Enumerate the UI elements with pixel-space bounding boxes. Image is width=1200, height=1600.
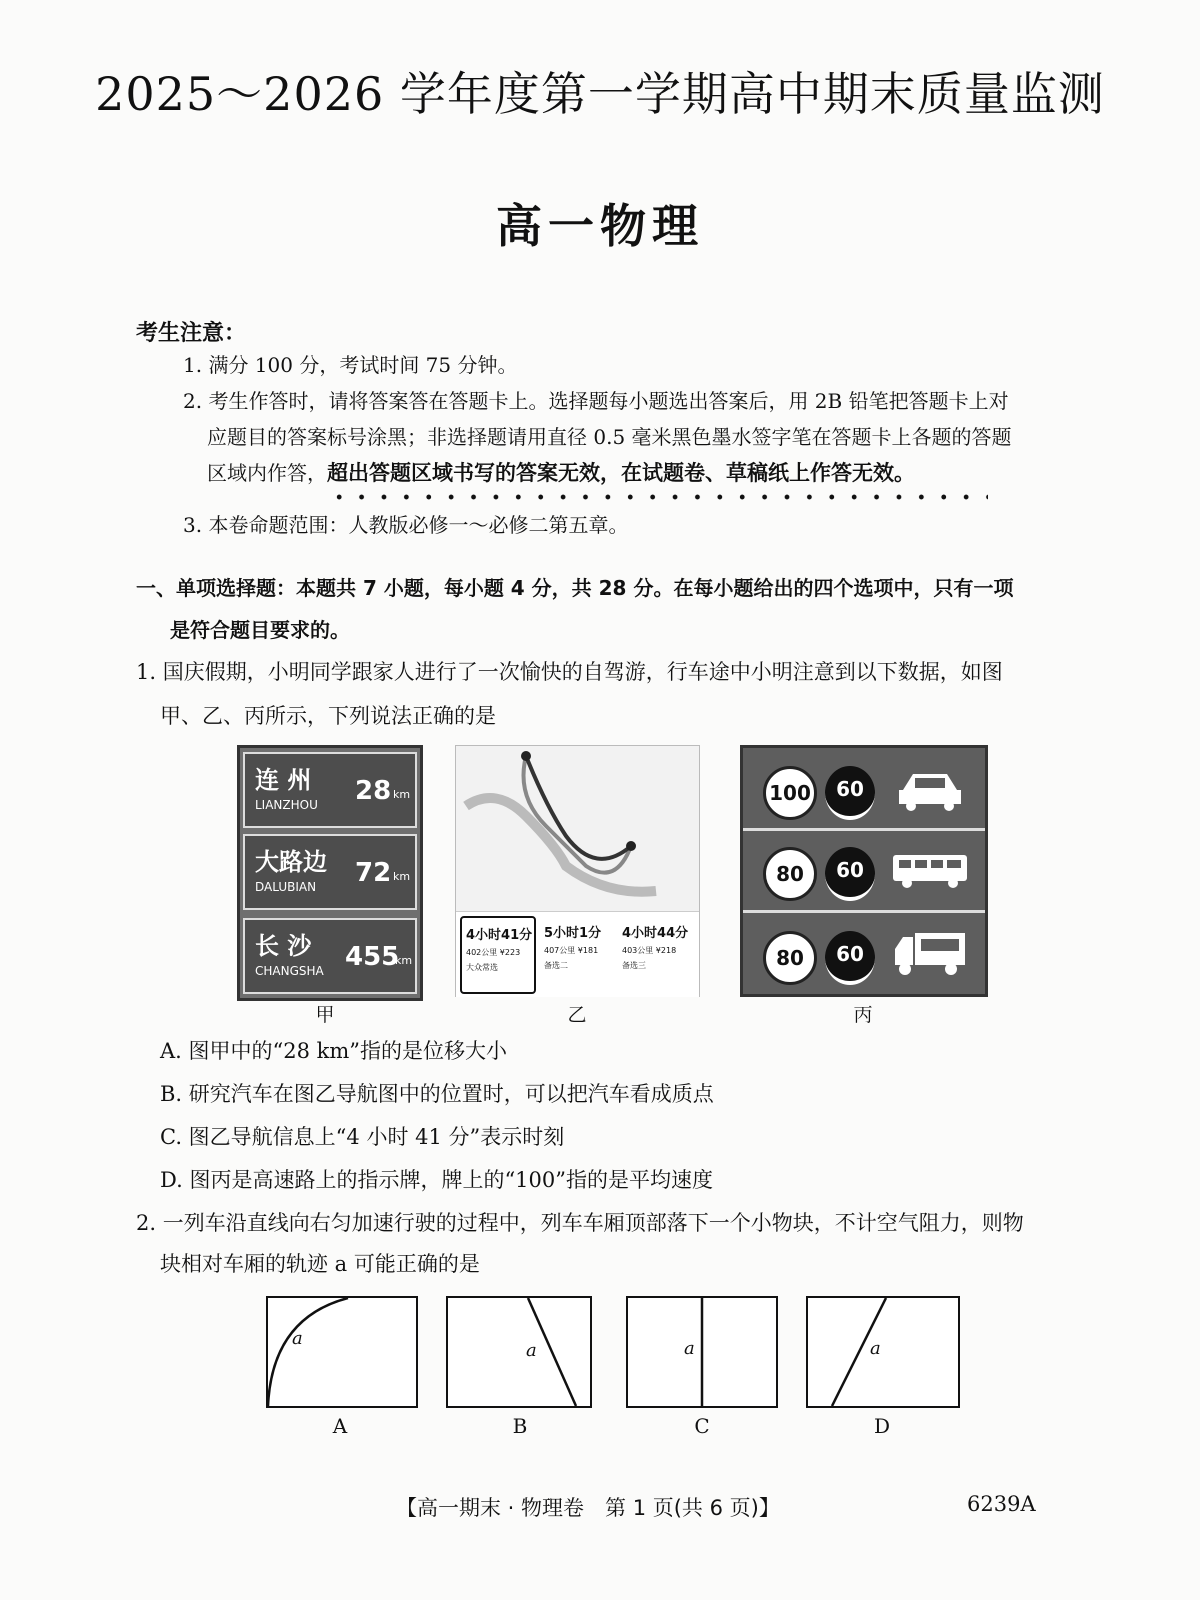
sign-unit: km (393, 870, 411, 883)
sign-unit: km (393, 788, 411, 801)
min-speed-badge: 60 (825, 847, 875, 901)
notice-emphasis-text: 超出答题区域书写的答案无效，在试题卷、草稿纸上作答无效。 (327, 461, 915, 485)
speed-row-car (743, 748, 985, 828)
notice-heading: 考生注意： (136, 321, 247, 346)
q2-stem-line-2: 块相对车厢的轨迹 a 可能正确的是 (160, 1252, 480, 1276)
q1-stem-line-2: 甲、乙、丙所示，下列说法正确的是 (160, 704, 496, 728)
max-speed-badge: 80 (763, 931, 817, 985)
trajectory-line-c (628, 1298, 776, 1406)
subject-title: 高一物理 (496, 199, 704, 253)
max-speed-badge: 100 (763, 766, 817, 820)
car-icon (895, 768, 965, 812)
road-sign-dalubian (243, 834, 417, 910)
figure-bing-caption: 丙 (853, 1004, 873, 1026)
min-speed-badge: 60 (825, 766, 875, 820)
curve-label: a (526, 1340, 537, 1361)
emphasis-dots (328, 493, 988, 501)
sign-distance: 28 (355, 776, 392, 806)
q2-choice-b: B (512, 1414, 528, 1438)
route-options (456, 911, 699, 997)
map-route-icon (456, 746, 699, 906)
q1-option-c: C. 图乙导航信息上“4 小时 41 分”表示时刻 (160, 1125, 565, 1149)
min-speed-badge: 60 (825, 931, 875, 985)
curve-label: a (870, 1338, 881, 1359)
max-speed-badge: 80 (763, 847, 817, 901)
bus-icon (891, 851, 969, 891)
speed-row-bus (743, 831, 985, 910)
road-sign-lianzhou (243, 752, 417, 828)
route-info: 402公里 ¥223 (466, 948, 521, 957)
figure-jia-caption: 甲 (315, 1004, 335, 1026)
q1-option-b: B. 研究汽车在图乙导航图中的位置时，可以把汽车看成质点 (160, 1082, 714, 1106)
trajectory-line-d (808, 1298, 958, 1406)
sign-city-name: 连 州 (255, 766, 312, 794)
notice-item-2-line-3 (207, 458, 915, 488)
notice-item-1: 1. 满分 100 分，考试时间 75 分钟。 (183, 353, 518, 377)
truck-icon (891, 931, 969, 979)
q1-stem-line-1: 1. 国庆假期，小明同学跟家人进行了一次愉快的自驾游，行车途中小明注意到以下数据，如图 (136, 660, 1003, 684)
route-option-3[interactable] (618, 916, 696, 990)
route-tag: 备选二 (544, 961, 568, 970)
section-heading-line-2: 是符合题目要求的。 (170, 618, 350, 642)
q2-choice-d: D (873, 1414, 891, 1438)
sign-unit: km (395, 954, 413, 967)
trajectory-curve-a (268, 1298, 416, 1406)
sign-city-pinyin: CHANGSHA (255, 964, 324, 978)
route-tag: 大众常选 (466, 963, 498, 972)
paper-code: 6239A (967, 1492, 1036, 1516)
q1-option-d: D. 图丙是高速路上的指示牌，牌上的“100”指的是平均速度 (160, 1168, 713, 1192)
notice-item-3: 3. 本卷命题范围：人教版必修一～必修二第五章。 (183, 513, 629, 537)
curve-label: a (292, 1328, 303, 1349)
exam-title: 2025～2026 学年度第一学期高中期末质量监测 (95, 67, 1105, 121)
road-sign-changsha (243, 918, 417, 994)
figure-yi-navigation-map (455, 745, 700, 997)
q2-stem-line-1: 2. 一列车沿直线向右匀加速行驶的过程中，列车车厢顶部落下一个小物块，不计空气阻力，则物 (136, 1211, 1024, 1235)
sign-distance: 72 (355, 858, 392, 888)
sign-city-name: 长 沙 (255, 932, 312, 960)
figure-yi-caption: 乙 (567, 1004, 587, 1026)
speed-row-truck (743, 913, 985, 994)
route-option-2[interactable] (540, 916, 612, 990)
route-time: 4小时41分 (466, 928, 533, 943)
notice-plain-text: 区域内作答， (207, 461, 327, 485)
route-info: 403公里 ¥218 (622, 946, 677, 955)
route-time: 4小时44分 (622, 926, 689, 941)
sign-city-pinyin: LIANZHOU (255, 798, 318, 812)
route-option-1[interactable] (460, 916, 536, 994)
q2-diagram-a (266, 1296, 418, 1408)
route-time: 5小时1分 (544, 926, 602, 941)
q2-diagram-c (626, 1296, 778, 1408)
sign-city-name: 大路边 (255, 848, 327, 876)
q2-choice-a: A (332, 1414, 348, 1438)
notice-item-2-line-1: 2. 考生作答时，请将答案答在答题卡上。选择题每小题选出答案后，用 2B 铅笔把答题卡上对 (183, 389, 1009, 413)
figure-bing-speed-sign (740, 745, 988, 997)
q2-choice-c: C (694, 1414, 710, 1438)
q2-diagram-b (446, 1296, 592, 1408)
route-info: 407公里 ¥181 (544, 946, 599, 955)
figure-jia-road-signs (237, 745, 423, 1001)
section-heading-line-1: 一、单项选择题：本题共 7 小题，每小题 4 分，共 28 分。在每小题给出的四个选项中，只有一项 (136, 576, 1014, 600)
page-footer: 【高一期末 · 物理卷 第 1 页(共 6 页)】 (396, 1496, 780, 1520)
sign-distance: 455 (345, 942, 400, 972)
curve-label: a (684, 1338, 695, 1359)
sign-city-pinyin: DALUBIAN (255, 880, 317, 894)
notice-item-2-line-2: 应题目的答案标号涂黑；非选择题请用直径 0.5 毫米黑色墨水签字笔在答题卡上各题的答题 (207, 425, 1012, 449)
route-tag: 备选三 (622, 961, 646, 970)
q2-diagram-d (806, 1296, 960, 1408)
trajectory-line-b (448, 1298, 590, 1406)
q1-option-a: A. 图甲中的“28 km”指的是位移大小 (160, 1039, 508, 1063)
